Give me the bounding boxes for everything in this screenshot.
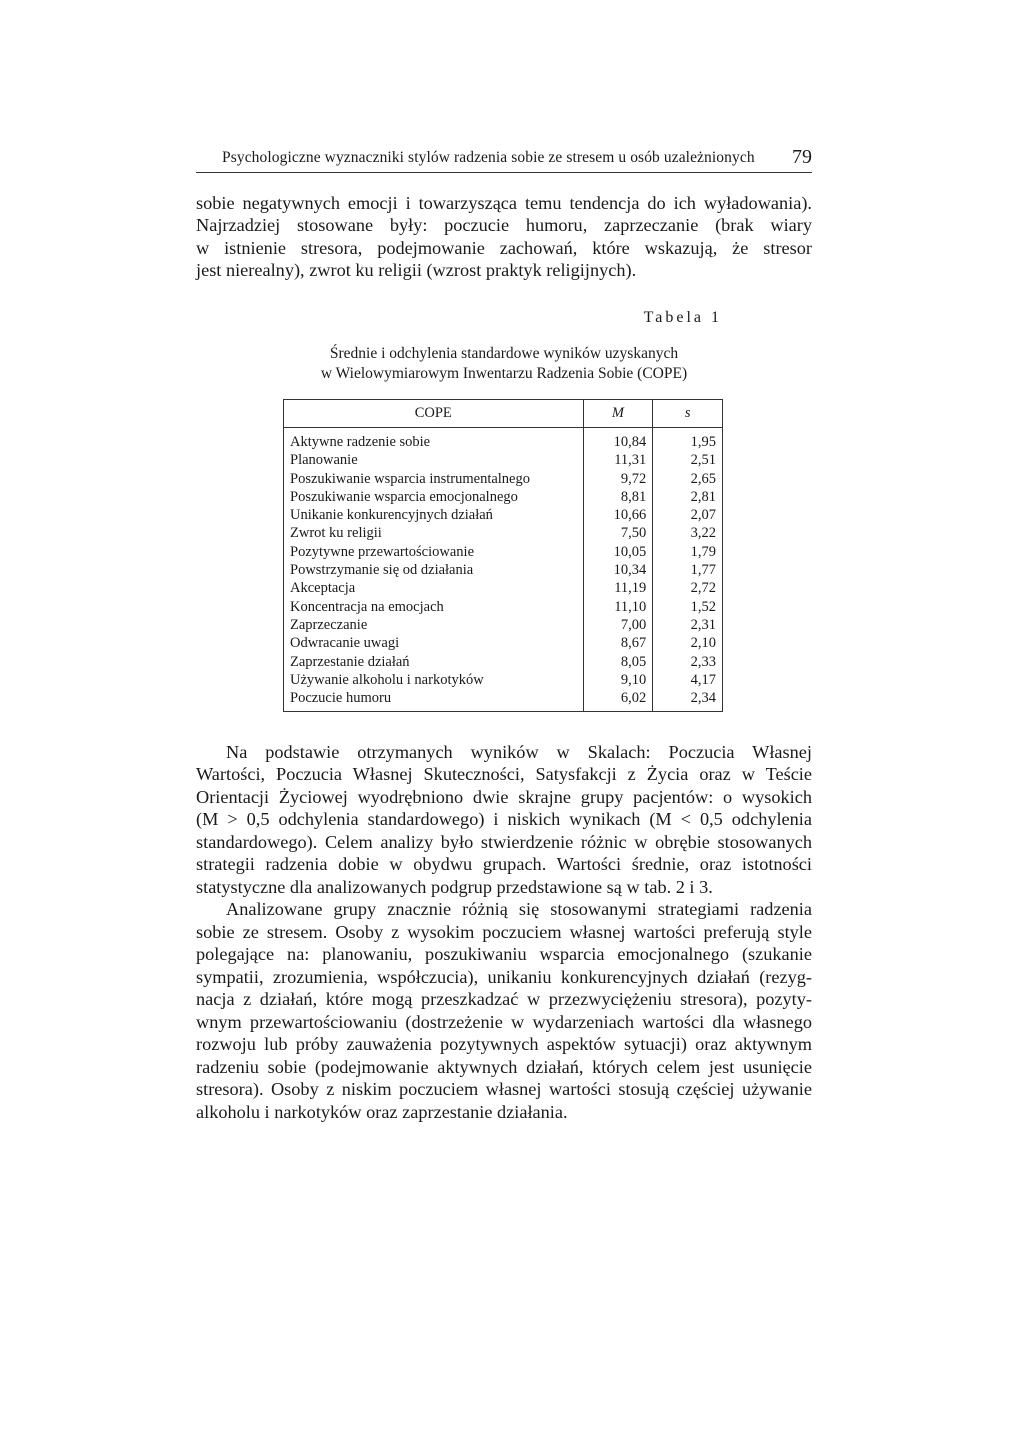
mean-cell: 10,84 [583,428,653,452]
cope-strategy-cell: Zaprzestanie działań [290,653,410,670]
sd-cell: 3,22 [653,524,723,542]
cope-strategy-cell: Poczucie humoru [290,690,392,707]
text-line: alkoholu i narkotyków oraz zaprzestanie działania. [196,1102,568,1122]
table-row [284,616,723,634]
mean-cell: 11,31 [583,451,653,469]
table-row [284,543,723,561]
mean-cell: 7,50 [583,524,653,542]
text-line: polegające na: planowaniu, poszukiwaniu wsparcia emocjonalnego (szukanie [196,944,812,964]
mean-cell: 11,19 [583,579,653,597]
cope-strategy-cell: Planowanie [290,452,358,469]
sd-cell: 2,72 [653,579,723,597]
caption-line: Średnie i odchylenia standardowe wyników uzyskanych [329,345,679,362]
table-row [284,634,723,652]
text-line: radzeniu sobie (podejmowanie aktywnych działań, których celem jest usunięcie [196,1057,812,1077]
table-body [284,428,723,712]
cope-table [283,399,723,712]
text-line: (M > 0,5 odchylenia standardowego) i niskich wynikach (M < 0,5 odchylenia [196,809,812,829]
sd-cell: 2,10 [653,634,723,652]
table-row [284,598,723,616]
text-line: standardowego). Celem analizy było stwierdzenie różnic w obrębie stosowanych [196,832,812,852]
sd-cell: 4,17 [653,671,723,689]
cope-strategy-cell: Poszukiwanie wsparcia emocjonalnego [290,488,518,505]
sd-cell: 2,33 [653,653,723,671]
sd-cell: 1,95 [653,428,723,452]
table-row [284,689,723,712]
table-row [284,653,723,671]
text-line: w istnienie stresora, podejmowanie zachowań, które wskazują, że stresor [196,238,812,258]
table-row [284,470,723,488]
mean-cell: 11,10 [583,598,653,616]
text-line: Najrzadziej stosowane były: poczucie humoru, zaprzeczanie (brak wiary [196,215,812,235]
sd-cell: 1,77 [653,561,723,579]
table-row [284,428,723,452]
text-line: nacja z działań, które mogą przeszkadzać w przezwyciężeniu stresora), pozyty- [196,989,812,1009]
table-row [284,671,723,689]
table-row [284,506,723,524]
page-number: 79 [792,146,812,168]
cope-strategy-cell: Powstrzymanie się od działania [290,562,474,579]
running-title: Psychologiczne wyznaczniki stylów radzenia sobie ze stresem u osób uzależnionych [222,149,755,166]
sd-cell: 2,65 [653,470,723,488]
text-line: statystyczne dla analizowanych podgrup przedstawione są w tab. 2 i 3. [196,877,713,897]
text-line: sympatii, zrozumienia, współczucia), unikaniu konkurencyjnych działań (rezyg- [196,967,812,987]
text-line: jest nierealny), zwrot ku religii (wzrost praktyk religijnych). [196,260,637,280]
cope-strategy-cell: Koncentracja na emocjach [290,598,444,615]
mean-cell: 8,81 [583,488,653,506]
header-mean: M [583,400,653,428]
table-row [284,488,723,506]
caption-line: w Wielowymiarowym Inwentarzu Radzenia Sobie (COPE) [320,365,688,382]
cope-strategy-cell: Pozytywne przewartościowanie [290,543,475,560]
cope-strategy-cell: Zaprzeczanie [290,616,368,633]
cope-strategy-cell: Akceptacja [290,580,356,597]
sd-cell: 1,52 [653,598,723,616]
mean-cell: 8,05 [583,653,653,671]
mean-cell: 8,67 [583,634,653,652]
sd-cell: 2,31 [653,616,723,634]
cope-strategy-cell: Aktywne radzenie sobie [290,434,431,450]
text-line: strategii radzenia dobie w obydwu grupach. Wartości średnie, oraz istotności [196,854,812,874]
table-row [284,451,723,469]
table-header-row [284,400,723,428]
header-cope: COPE [284,400,584,428]
text-line: sobie negatywnych emocji i towarzysząca temu tendencja do ich wyładowania). [196,193,812,213]
mean-cell: 9,10 [583,671,653,689]
mean-cell: 10,34 [583,561,653,579]
table-label: Tabela 1 [643,309,722,326]
text-line: Analizowane grupy znacznie różnią się stosowanymi strategiami radzenia [226,899,812,919]
header-sd: s [653,400,723,428]
sd-cell: 2,81 [653,488,723,506]
mean-cell: 6,02 [583,689,653,712]
text-line: Orientacji Życiowej wyodrębniono dwie skrajne grupy pacjentów: o wysokich [196,787,812,807]
table-row [284,561,723,579]
text-line: Wartości, Poczucia Własnej Skuteczności, Satysfakcji z Życia oraz w Teście [196,764,812,784]
cope-strategy-cell: Używanie alkoholu i narkotyków [290,671,484,688]
text-line: stresora). Osoby z niskim poczuciem własnej wartości stosują częściej używanie [196,1079,812,1099]
running-header [196,146,812,173]
cope-strategy-cell: Unikanie konkurencyjnych działań [290,507,493,524]
mean-cell: 10,05 [583,543,653,561]
mean-cell: 10,66 [583,506,653,524]
text-line: wnym przewartościowaniu (dostrzeżenie w wydarzeniach wartości dla własnego [196,1012,812,1032]
cope-strategy-cell: Poszukiwanie wsparcia instrumentalnego [290,470,530,487]
table-row [284,579,723,597]
sd-cell: 2,07 [653,506,723,524]
table-row [284,524,723,542]
mean-cell: 9,72 [583,470,653,488]
sd-cell: 2,34 [653,689,723,712]
cope-strategy-cell: Zwrot ku religii [290,525,382,542]
sd-cell: 2,51 [653,451,723,469]
sd-cell: 1,79 [653,543,723,561]
text-line: rozwoju lub próby zauważenia pozytywnych aspektów sytuacji) oraz aktywnym [196,1034,812,1054]
cope-strategy-cell: Odwracanie uwagi [290,635,400,652]
text-line: Na podstawie otrzymanych wyników w Skalach: Poczucia Własnej [226,742,812,762]
mean-cell: 7,00 [583,616,653,634]
text-line: sobie ze stresem. Osoby z wysokim poczuciem własnej wartości preferują style [196,922,812,942]
